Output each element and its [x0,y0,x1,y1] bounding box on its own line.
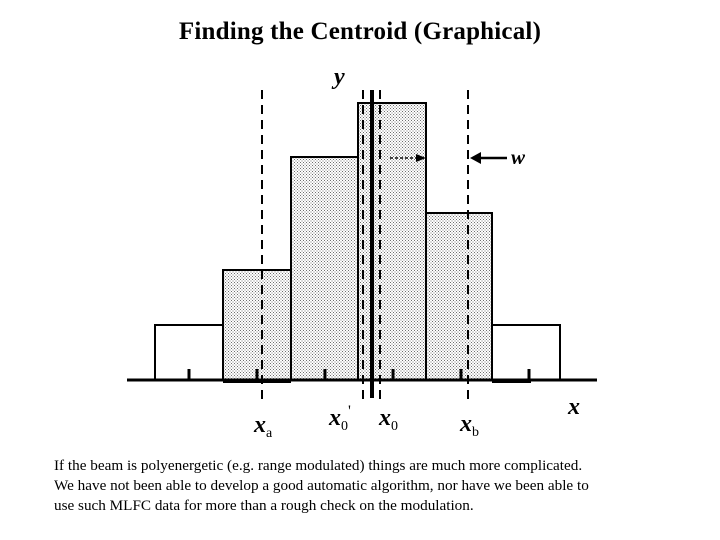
x0-prime-sub: 0 [341,419,348,434]
x0-base: x [379,405,391,431]
x0-sub: 0 [391,419,398,434]
histogram-bar-3 [358,103,426,380]
w-label: w [511,145,526,169]
w-arrowhead [470,152,481,164]
xa-base: x [254,412,266,438]
x0-prime-base: x [329,405,341,431]
xa-sub: a [266,426,273,441]
page-title: Finding the Centroid (Graphical) [178,18,542,45]
caption-line-3: use such MLFC data for more than a rough check on the modulation. [54,497,474,514]
caption-line-1: If the beam is polyenergetic (e.g. range modulated) things are much more complicated. [54,457,583,474]
xb-sub: b [472,425,479,440]
caption-line-2: We have not been able to develop a good automatic algorithm, nor have we been able to [54,477,589,494]
xb-base: x [460,411,472,437]
x0-label [378,405,398,434]
xb-label [459,411,479,440]
caption [54,456,684,516]
histogram-bar-1 [223,270,291,380]
histogram-bar-4 [426,213,492,380]
x-axis-label: x [568,394,580,420]
x0-prime-mark: ' [348,403,351,420]
histogram-bar-2 [291,157,358,380]
y-axis-label: y [334,64,345,90]
histogram-bars [155,103,560,380]
xa-label [253,412,273,441]
histogram-bar-outside-right [492,325,560,380]
x0-prime-label [328,403,351,434]
